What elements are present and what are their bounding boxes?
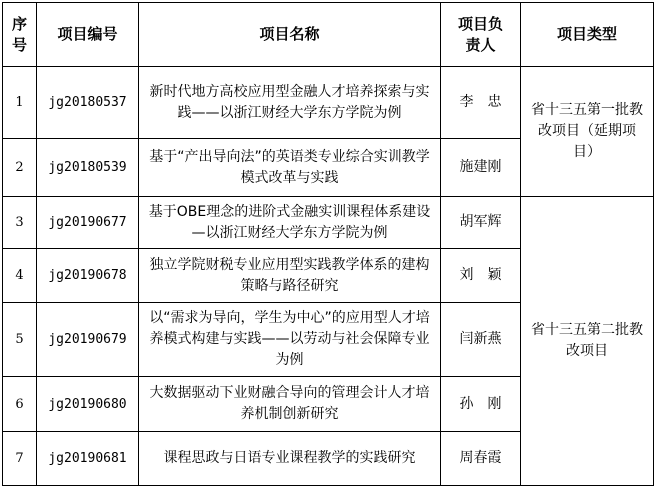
table-row: [3, 197, 654, 249]
row-name: [139, 139, 441, 197]
row-seq: 4: [3, 249, 37, 303]
row-seq: 2: [3, 139, 37, 197]
header-leader-label: 项目负责人: [457, 14, 503, 54]
row-code: jg20190679: [37, 303, 139, 377]
row-name: [139, 377, 441, 432]
row-seq: 7: [3, 432, 37, 486]
row-code: jg20180537: [37, 67, 139, 139]
header-code: 项目编号: [37, 3, 139, 67]
row-code: jg20190680: [37, 377, 139, 432]
header-type: 项目类型: [521, 3, 654, 67]
row-name: [139, 432, 441, 486]
header-leader: [441, 3, 521, 67]
row-leader: 施建刚: [441, 139, 521, 197]
row-seq: 1: [3, 67, 37, 139]
type-first-batch-text: 省十三五第一批教改项目（延期项目）: [531, 102, 643, 160]
table-row: [3, 67, 654, 139]
row-code: jg20190677: [37, 197, 139, 249]
row-code: jg20180539: [37, 139, 139, 197]
row-name-text: 以“需求为导向，学生为中心”的应用型人才培养模式构建与实践——以劳动与社会保障专业为例: [149, 310, 430, 368]
type-second-batch-text: 省十三五第二批教改项目: [531, 322, 643, 359]
row-name-text: 基于“产出导向法”的英语类专业综合实训教学模式改革与实践: [149, 148, 430, 186]
row-leader: 胡军辉: [441, 197, 521, 249]
row-leader: 周春霞: [441, 432, 521, 486]
row-leader: 刘 颖: [441, 249, 521, 303]
row-seq: 5: [3, 303, 37, 377]
row-code: jg20190681: [37, 432, 139, 486]
row-code: jg20190678: [37, 249, 139, 303]
row-name: [139, 249, 441, 303]
header-seq: [3, 3, 37, 67]
type-cell-second-batch: [521, 197, 654, 486]
row-name-text: 课程思政与日语专业课程教学的实践研究: [163, 450, 416, 466]
row-name: [139, 303, 441, 377]
row-name: [139, 67, 441, 139]
row-leader: 李 忠: [441, 67, 521, 139]
header-row: [3, 3, 654, 67]
row-name: [139, 197, 441, 249]
row-seq: 6: [3, 377, 37, 432]
projects-table: [2, 2, 654, 486]
header-name: 项目名称: [139, 3, 441, 67]
row-leader: 孙 刚: [441, 377, 521, 432]
row-name-text: 基于OBE理念的进阶式金融实训课程体系建设—以浙江财经大学东方学院为例: [148, 203, 431, 241]
row-name-text: 大数据驱动下业财融合导向的管理会计人才培养机制创新研究: [149, 385, 430, 422]
type-cell-first-batch: [521, 67, 654, 197]
row-name-text: 独立学院财税专业应用型实践教学体系的建构策略与路径研究: [149, 256, 430, 294]
row-seq: 3: [3, 197, 37, 249]
header-seq-label: 序号: [11, 14, 27, 54]
row-name-text: 新时代地方高校应用型金融人才培养探索与实践——以浙江财经大学东方学院为例: [149, 83, 430, 121]
row-leader: 闫新燕: [441, 303, 521, 377]
